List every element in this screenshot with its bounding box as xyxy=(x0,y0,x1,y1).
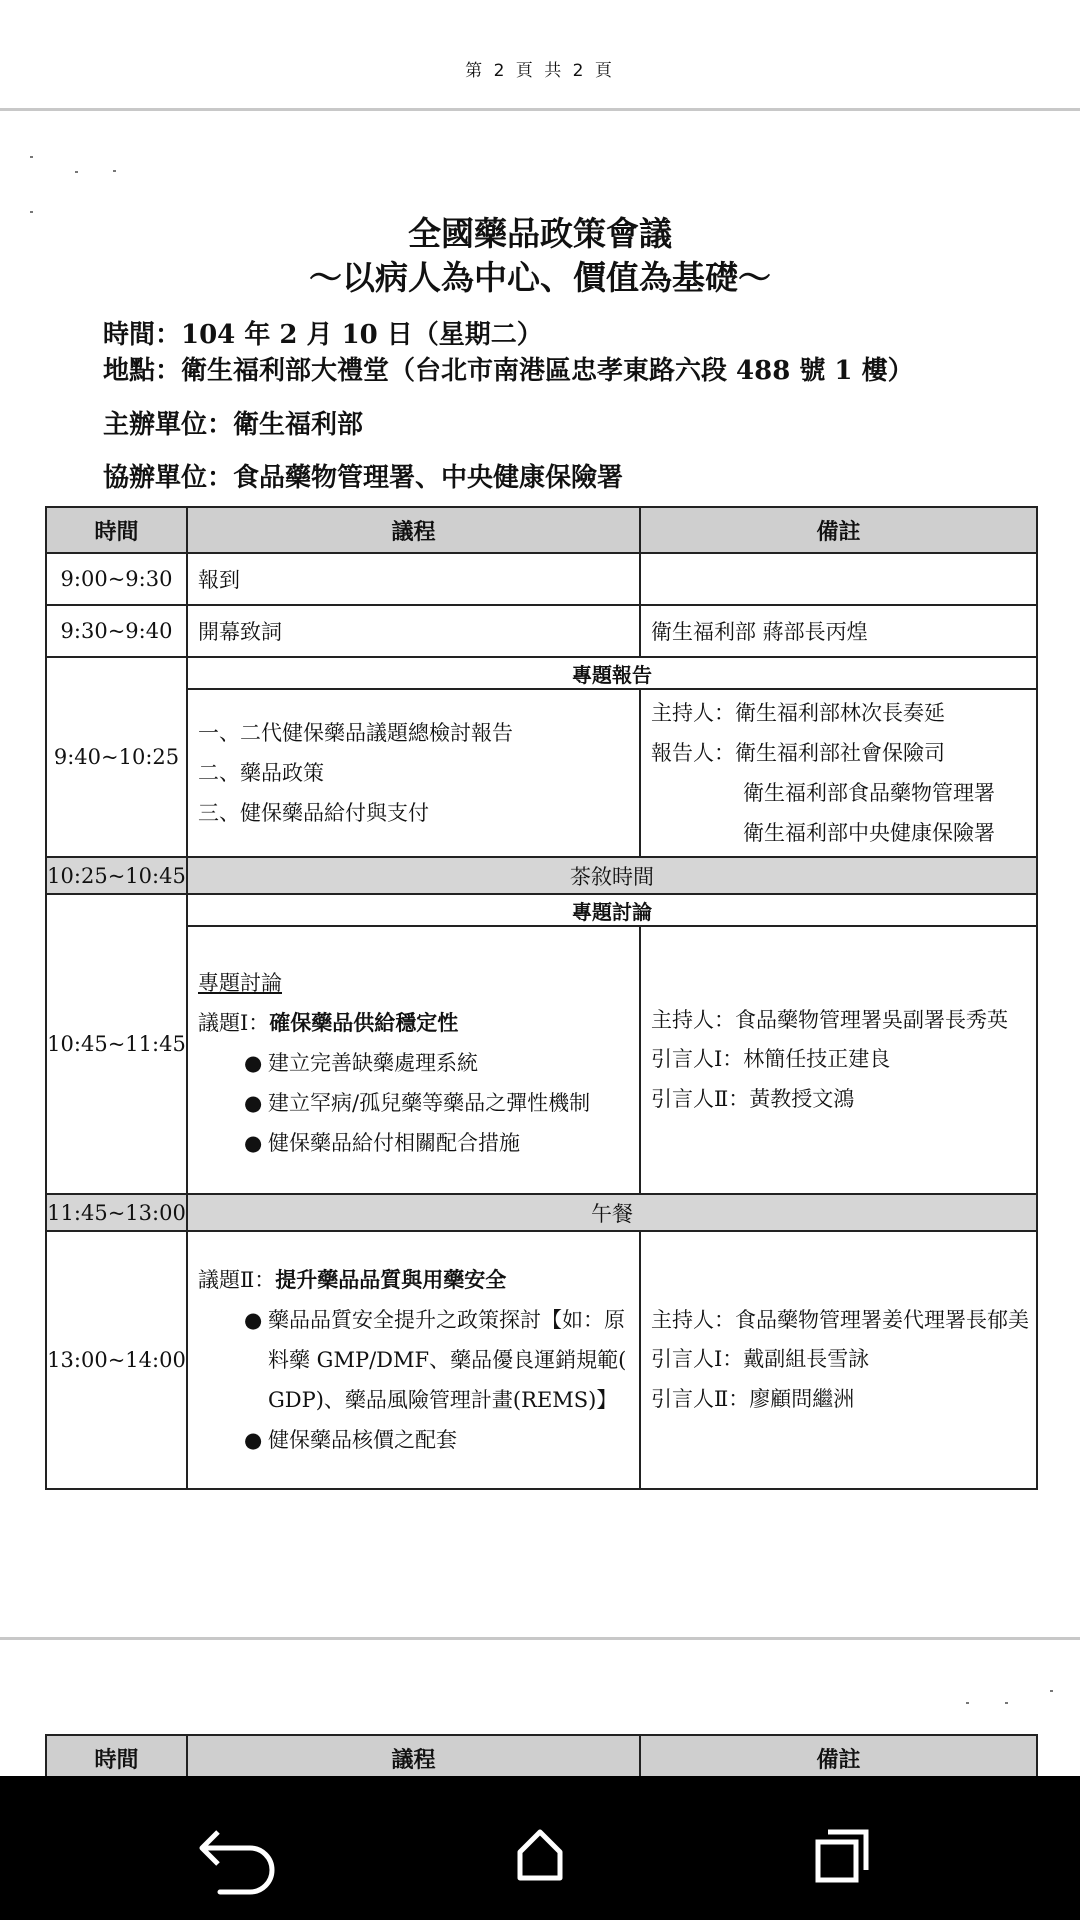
row-agenda: 報到 xyxy=(187,553,640,605)
page-divider xyxy=(0,1637,1080,1640)
topic-title: 提升藥品品質與用藥安全 xyxy=(275,1267,507,1292)
table-header-row xyxy=(46,507,1037,553)
row-time: 9:40~10:25 xyxy=(46,657,187,857)
row-agenda xyxy=(187,689,640,857)
row-time: 13:00~14:00 xyxy=(46,1231,187,1489)
agenda-bullet: ● 藥品品質安全提升之政策探討【如：原料藥 GMP/DMF、藥品優良運銷規範( GDP)、藥品風險管理計畫(REMS)】 xyxy=(198,1300,639,1420)
document-title: 全國藥品政策會議 xyxy=(408,214,672,253)
co-organizer: 協辦單位：食品藥物管理署、中央健康保險署 xyxy=(103,463,624,493)
remark-line: 主持人：食品藥物管理署吳副署長秀英 xyxy=(651,1008,1008,1032)
section-title: 專題討論 xyxy=(187,894,1037,926)
table-row xyxy=(46,553,1037,605)
scan-speck xyxy=(75,171,78,173)
row-remarks xyxy=(640,1231,1037,1489)
agenda-bullet: ● 健保藥品核價之配套 xyxy=(198,1420,639,1460)
topic-prefix: 議題Ⅰ： xyxy=(198,1011,270,1035)
row-agenda xyxy=(187,1231,640,1489)
remark-line: 衛生福利部食品藥物管理署 xyxy=(743,781,995,805)
row-time: 10:25~10:45 xyxy=(46,857,187,894)
header-remarks: 備註 xyxy=(640,507,1037,553)
header-agenda: 議程 xyxy=(187,1735,640,1781)
table-row xyxy=(46,689,1037,857)
header-time: 時間 xyxy=(46,507,187,553)
remark-line: 引言人Ⅱ：黃教授文鴻 xyxy=(651,1087,855,1111)
break-row xyxy=(46,1194,1037,1231)
recents-button[interactable] xyxy=(740,1776,940,1920)
agenda-bullet: ● 健保藥品給付相關配合措施 xyxy=(198,1123,639,1163)
scan-speck xyxy=(113,170,116,172)
agenda-item: 一、二代健保藥品議題總檢討報告 xyxy=(198,721,513,745)
agenda-topic xyxy=(198,1003,639,1043)
row-time: 11:45~13:00 xyxy=(46,1194,187,1231)
scan-speck xyxy=(1005,1702,1008,1704)
row-remarks xyxy=(640,689,1037,857)
remark-line: 引言人Ⅰ：戴副組長雪詠 xyxy=(651,1347,870,1371)
agenda-item: 三、健保藥品給付與支付 xyxy=(198,801,429,825)
page-indicator: 第 2 頁 共 2 頁 xyxy=(465,61,615,81)
row-remarks xyxy=(640,553,1037,605)
page-divider xyxy=(0,108,1080,111)
meeting-time: 時間：104 年 2 月 10 日（星期二） xyxy=(103,320,543,350)
table-row xyxy=(46,605,1037,657)
scan-speck xyxy=(1050,1690,1053,1692)
remark-line: 引言人Ⅱ：廖顧問繼洲 xyxy=(651,1387,855,1411)
topic-prefix: 議題Ⅱ： xyxy=(198,1268,276,1292)
recents-icon xyxy=(740,1776,940,1920)
row-remarks xyxy=(640,926,1037,1194)
document-subtitle: ～以病人為中心、價值為基礎～ xyxy=(309,258,771,297)
header-remarks: 備註 xyxy=(640,1735,1037,1781)
table-row xyxy=(46,894,1037,926)
break-label: 午餐 xyxy=(187,1194,1037,1231)
topic-title: 確保藥品供給穩定性 xyxy=(269,1010,459,1035)
scan-speck xyxy=(30,156,33,158)
scan-speck xyxy=(966,1702,969,1704)
table-row xyxy=(46,657,1037,689)
back-button[interactable] xyxy=(140,1776,340,1920)
schedule-table xyxy=(45,506,1038,1490)
row-time: 10:45~11:45 xyxy=(46,894,187,1194)
row-time: 9:00~9:30 xyxy=(46,553,187,605)
agenda-bullet: ● 建立完善缺藥處理系統 xyxy=(198,1043,639,1083)
agenda-topic xyxy=(198,1260,639,1300)
row-agenda: 開幕致詞 xyxy=(187,605,640,657)
remark-line: 主持人：食品藥物管理署姜代理署長郁美 xyxy=(651,1308,1029,1332)
remark-line: 主持人：衛生福利部林次長奏延 xyxy=(651,701,945,725)
agenda-heading: 專題討論 xyxy=(198,971,282,995)
home-icon xyxy=(440,1776,640,1920)
row-remarks: 衛生福利部 蔣部長丙煌 xyxy=(640,605,1037,657)
home-button[interactable] xyxy=(440,1776,640,1920)
header-time: 時間 xyxy=(46,1735,187,1781)
break-row xyxy=(46,857,1037,894)
header-agenda: 議程 xyxy=(187,507,640,553)
table-row xyxy=(46,926,1037,1194)
meeting-place: 地點：衛生福利部大禮堂（台北市南港區忠孝東路六段 488 號 1 樓） xyxy=(103,356,914,386)
agenda-item: 二、藥品政策 xyxy=(198,761,324,785)
agenda-bullet: ● 建立罕病/孤兒藥等藥品之彈性機制 xyxy=(198,1083,639,1123)
break-label: 茶敘時間 xyxy=(187,857,1037,894)
next-page-table xyxy=(45,1734,1038,1782)
row-agenda xyxy=(187,926,640,1194)
back-icon xyxy=(140,1776,340,1920)
navigation-bar xyxy=(0,1776,1080,1920)
organizer: 主辦單位：衛生福利部 xyxy=(103,410,364,440)
remark-line: 衛生福利部中央健康保險署 xyxy=(743,821,995,845)
section-title: 專題報告 xyxy=(187,657,1037,689)
row-time: 9:30~9:40 xyxy=(46,605,187,657)
remark-line: 報告人：衛生福利部社會保險司 xyxy=(651,741,945,765)
remark-line: 引言人Ⅰ：林簡任技正建良 xyxy=(651,1047,891,1071)
table-header-row xyxy=(46,1735,1037,1781)
table-row xyxy=(46,1231,1037,1489)
